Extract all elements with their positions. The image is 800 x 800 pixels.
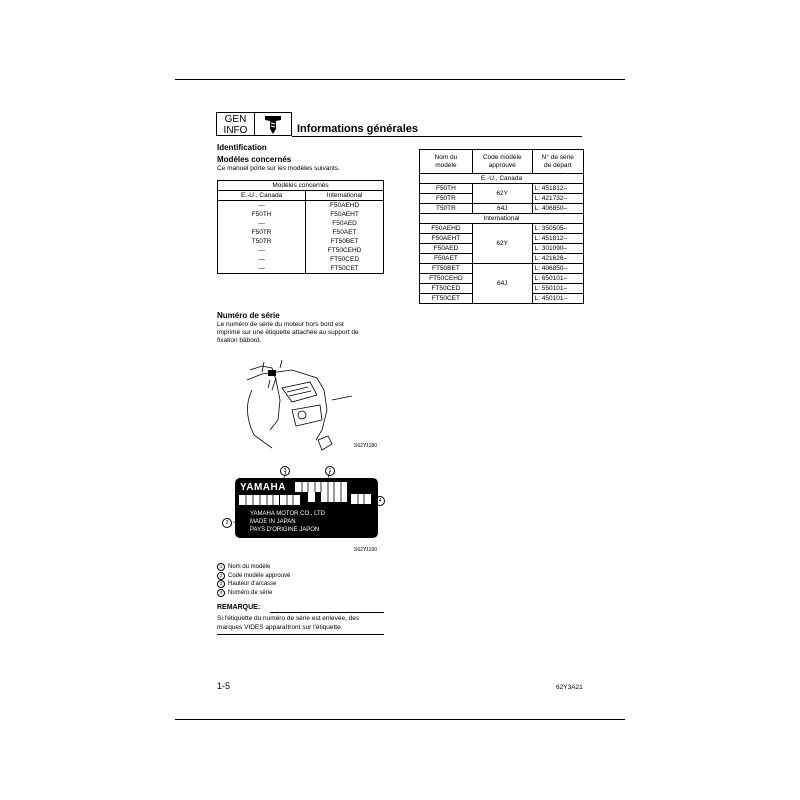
serial-cell: FT50CEHD <box>420 274 473 284</box>
identification-heading: Identification <box>217 143 267 152</box>
bottom-rule <box>175 719 625 720</box>
serial-text-3: fixation bâbord. <box>217 337 262 344</box>
models-cell: FT50BET <box>306 237 384 246</box>
callout-2-num: 2 <box>225 520 229 526</box>
callout-1 <box>325 466 335 476</box>
serial-code-cell: 62Y <box>472 224 532 264</box>
legend-list <box>217 563 290 597</box>
serial-cell: T50TR <box>420 204 473 214</box>
legend-text: Nom du modèle <box>228 564 271 570</box>
models-cell: — <box>218 264 306 274</box>
serial-cell: L: 550101– <box>532 284 583 294</box>
region-row: E.-U., Canada <box>420 174 584 184</box>
models-col-intl: International <box>306 191 384 201</box>
col-text: Nom du <box>434 153 458 161</box>
legend-num: 2 <box>217 572 225 580</box>
legend-text: Code modèle approuvé <box>228 572 291 579</box>
callout-3-num: 3 <box>283 468 287 474</box>
legend-num: 4 <box>217 589 225 597</box>
figure2-code: S62Y1190 <box>354 547 377 553</box>
serial-number-table <box>419 149 584 304</box>
serial-cell: L: 421732– <box>532 194 583 204</box>
figure1-code: S62Y1180 <box>354 443 377 449</box>
note-text-1: Si l'étiquette du numéro de série est enlevée, des <box>217 615 360 622</box>
legend-item <box>217 589 290 598</box>
page-number: 1-5 <box>217 681 231 691</box>
note-heading: REMARQUE: <box>217 604 261 611</box>
serial-cell: FT50CED <box>420 284 473 294</box>
label-line1: YAMAHA MOTOR CO., LTD <box>250 511 326 517</box>
screw-icon-box <box>254 112 292 136</box>
serial-cell: L: 406850– <box>532 264 583 274</box>
models-cell: FT50CED <box>306 255 384 264</box>
page-title: Informations générales <box>297 123 419 135</box>
models-cell: — <box>218 246 306 255</box>
models-cell: — <box>218 219 306 228</box>
serial-cell: FT50CET <box>420 294 473 304</box>
models-cell: FT50CET <box>306 264 384 274</box>
col-text: de départ <box>544 161 572 169</box>
col-text: N° de série <box>541 153 574 161</box>
serial-heading: Numéro de série <box>217 311 280 320</box>
region-row: International <box>420 214 584 224</box>
note-text-2: marques VIDES apparaîtront sur l'étiquette. <box>217 624 343 631</box>
serial-cell: L: 301090– <box>532 244 583 254</box>
serial-col-start <box>532 150 583 174</box>
callout-3 <box>280 466 290 476</box>
models-cell: F50AEHT <box>306 210 384 219</box>
serial-col-code <box>472 150 532 174</box>
legend-num: 1 <box>217 563 225 571</box>
serial-text-1: Le numéro de série du moteur hors bord est <box>217 321 344 328</box>
label-line3: PAYS D'ORIGINE JAPON <box>250 527 320 533</box>
models-table-title: Modèles concernés <box>218 181 384 191</box>
legend-num: 3 <box>217 580 225 588</box>
note-bottom-rule <box>217 634 384 635</box>
serial-cell: L: 406850– <box>532 204 583 214</box>
note-heading-rule <box>270 612 384 613</box>
col-text: modèle <box>435 161 457 169</box>
serial-cell: L: 451812– <box>532 184 583 194</box>
serial-text-2: imprimé sur une étiquette attachée au support de <box>217 329 359 336</box>
models-intro: Ce manuel porte sur les modèles suivants. <box>217 165 340 172</box>
models-heading: Modèles concernés <box>217 155 292 164</box>
callout-4 <box>375 496 385 506</box>
serial-cell: F50AET <box>420 254 473 264</box>
serial-cell: L: 421626– <box>532 254 583 264</box>
models-cell: F50TR <box>218 228 306 237</box>
models-cell: FT50CEHD <box>306 246 384 255</box>
serial-cell: F50TH <box>420 184 473 194</box>
bracket-illustration <box>232 360 362 455</box>
serial-cell: F50AEHD <box>420 224 473 234</box>
section-code <box>216 112 254 136</box>
serial-code-cell: 64J <box>472 204 532 214</box>
serial-cell: L: 350505– <box>532 224 583 234</box>
models-table <box>217 180 384 274</box>
models-cell: F50AET <box>306 228 384 237</box>
models-cell: — <box>218 201 306 211</box>
label-line2: MADE IN JAPAN <box>250 519 296 525</box>
serial-cell: F50TR <box>420 194 473 204</box>
serial-label-illustration <box>218 466 388 546</box>
legend-item <box>217 572 290 581</box>
callout-2 <box>222 518 232 528</box>
serial-code-cell: 62Y <box>472 184 532 204</box>
serial-cell: F50AEHT <box>420 234 473 244</box>
models-col-usa: E.-U., Canada <box>218 191 306 201</box>
legend-item <box>217 580 290 589</box>
serial-cell: L: 650101– <box>532 274 583 284</box>
serial-cell: FT50BET <box>420 264 473 274</box>
serial-cell: L: 450101– <box>532 294 583 304</box>
legend-text: Hauteur d'arcasse <box>228 581 277 587</box>
screw-icon <box>255 113 291 135</box>
col-text: Code modèle <box>482 153 522 161</box>
title-rule <box>292 136 582 137</box>
models-cell: T50TR <box>218 237 306 246</box>
label-brand: YAMAHA <box>240 482 286 493</box>
models-cell: F50AED <box>306 219 384 228</box>
models-cell: F50AEHD <box>306 201 384 211</box>
callout-1-num: 1 <box>328 468 332 474</box>
callout-4-num: 4 <box>378 498 382 504</box>
section-code-line1: GEN <box>224 114 247 125</box>
serial-col-model <box>420 150 473 174</box>
models-cell: F50TH <box>218 210 306 219</box>
serial-code-cell: 64J <box>472 264 532 304</box>
doc-code: 62Y3A21 <box>556 684 583 691</box>
legend-item <box>217 563 290 572</box>
models-cell: — <box>218 255 306 264</box>
top-rule <box>175 79 625 80</box>
section-code-line2: INFO <box>223 125 248 136</box>
col-text: approuvé <box>488 161 516 169</box>
legend-text: Numéro de série <box>228 589 273 596</box>
serial-cell: L: 451812– <box>532 234 583 244</box>
serial-cell: F50AED <box>420 244 473 254</box>
